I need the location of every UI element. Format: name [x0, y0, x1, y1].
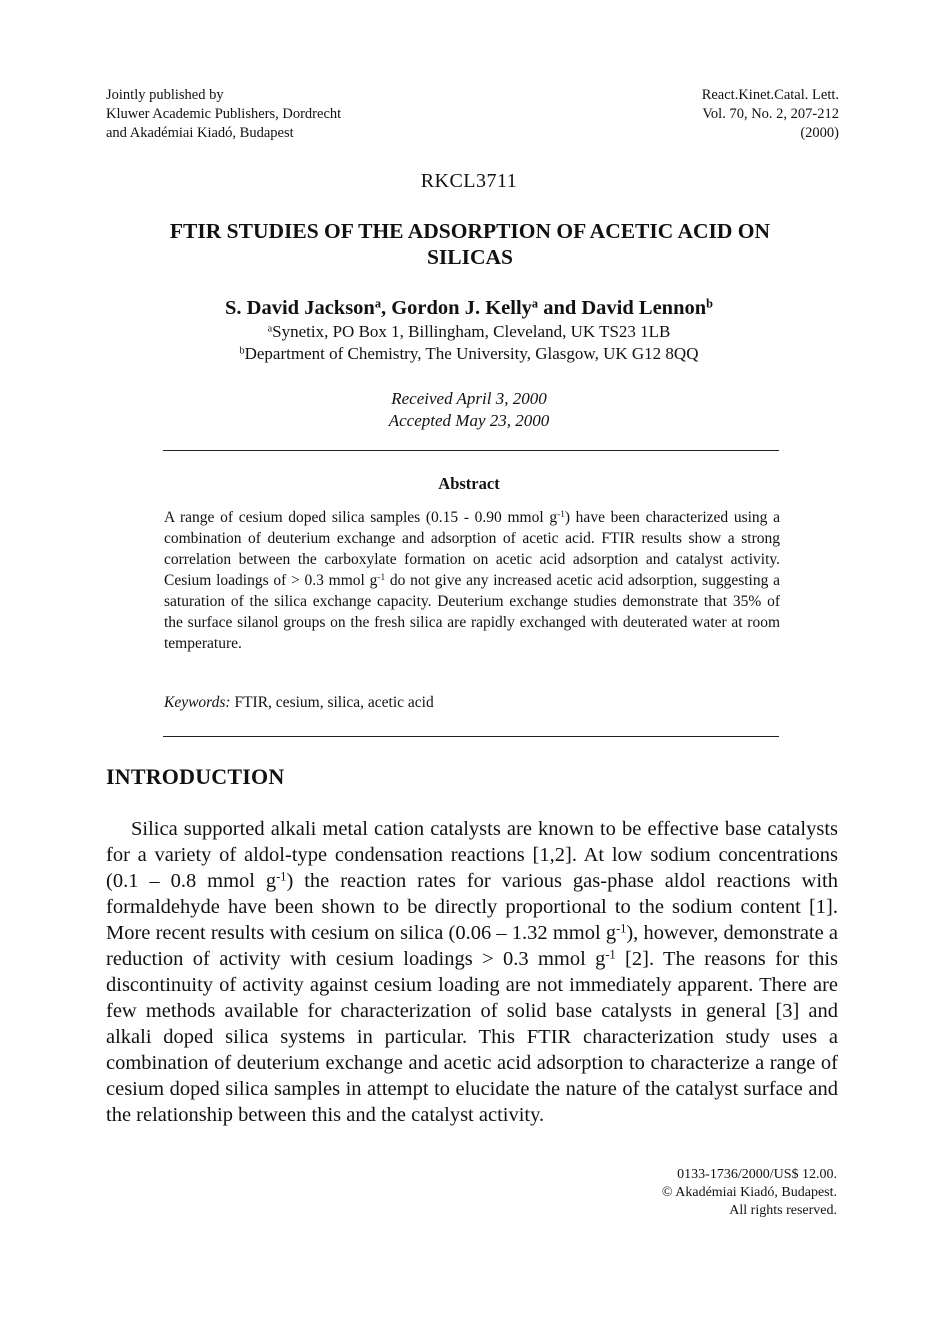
publisher-line: Jointly published by [106, 87, 224, 103]
accepted-date: Accepted May 23, 2000 [388, 411, 550, 430]
journal-volume: Vol. 70, No. 2, 207-212 [702, 106, 839, 122]
journal-year: (2000) [800, 125, 839, 141]
abstract-text [164, 507, 780, 654]
publisher-line: and Akadémiai Kiadó, Budapest [106, 125, 294, 141]
author-list [0, 297, 938, 320]
intro-text-part: ) the reaction rates for various gas-phase aldol reactions with formaldehyde have been shown to be directly proportional to the sodium content [1]. More recent results with cesium on silica (0.06 – 1.32 mmol g [106, 870, 838, 944]
author-separator: , [380, 297, 392, 319]
abstract-heading: Abstract [438, 474, 500, 493]
article-dates [0, 388, 938, 432]
abstract-text-part: ) have been characterized using a combination of deuterium exchange and adsorption of acetic acid. FTIR results show a strong correlation between the carboxylate formation on acetic acid adsorption and catalyst activity. Cesium loadings of > 0.3 mmol g [164, 509, 780, 589]
introduction-paragraph [106, 816, 838, 1128]
intro-text-part: ), however, demonstrate a reduction of activity with cesium loadings > 0.3 mmol g [106, 922, 839, 970]
abstract-text-part: A range of cesium doped silica samples (0.15 - 0.90 mmol g [164, 509, 558, 526]
abstract-text-part: do not give any increased acetic acid adsorption, suggesting a saturation of the silica exchange capacity. Deuterium exchange studies demonstrate that 35% of the surface silanol groups on the fresh silica are rapidly exchanged with deuterated water at room temperature. [164, 572, 780, 652]
keywords [164, 694, 434, 712]
keywords-text: FTIR, cesium, silica, acetic acid [230, 694, 434, 711]
received-date: Received April 3, 2000 [391, 389, 547, 408]
author-name: Gordon J. Kelly [391, 297, 532, 319]
journal-citation [702, 86, 839, 143]
journal-name: React.Kinet.Catal. Lett. [701, 87, 839, 103]
abstract-superscript: -1 [377, 572, 386, 583]
publisher-line: Kluwer Academic Publishers, Dordrecht [106, 106, 342, 122]
intro-superscript: -1 [276, 869, 287, 884]
author-name: S. David Jackson [225, 297, 375, 319]
author-affil-mark: a [531, 296, 539, 311]
author-affil-mark: a [374, 296, 381, 311]
author-affil-mark: b [706, 296, 713, 311]
copyright-footer [662, 1166, 837, 1220]
section-heading-introduction: INTRODUCTION [106, 764, 285, 789]
keywords-label: Keywords: [164, 694, 231, 711]
publisher-info [106, 86, 341, 143]
author-separator: and [538, 297, 582, 319]
article-code: RKCL3711 [420, 170, 518, 192]
affiliation-text: Department of Chemistry, The University, Glasgow, UK G12 8QQ [244, 344, 699, 363]
affiliation [0, 322, 938, 342]
abstract-bottom-rule [163, 736, 779, 737]
intro-superscript: -1 [616, 921, 627, 936]
affiliation-mark: a [267, 323, 273, 335]
intro-text-part: [2]. The reasons for this discontinuity of activity against cesium loading are not immediately apparent. There are few methods available for characterization of solid base catalysts in general [3] and alkali doped silica systems in particular. This FTIR characterization study uses a combination of deuterium exchange and acetic acid adsorption to characterize a range of cesium doped silica samples in attempt to elucidate the nature of the catalyst surface and the relationship between this and the catalyst activity. [106, 948, 838, 1126]
paper-title: FTIR STUDIES OF THE ADSORPTION OF ACETIC ACID ON SILICAS [169, 219, 771, 269]
abstract-superscript: -1 [557, 509, 565, 520]
affiliation [0, 344, 938, 364]
abstract-top-rule [163, 450, 779, 451]
rights-line: All rights reserved. [729, 1203, 837, 1218]
author-name: David Lennon [581, 297, 707, 319]
affiliation-mark: b [239, 345, 245, 357]
issn-price: 0133-1736/2000/US$ 12.00. [677, 1167, 837, 1182]
intro-text-part: Silica supported alkali metal cation catalysts are known to be effective base catalysts for a variety of aldol-type condensation reactions [1,2]. At low sodium concentrations (0.1 – 0.8 mmol g [106, 818, 838, 892]
intro-superscript: -1 [605, 947, 616, 962]
copyright-line: © Akadémiai Kiadó, Budapest. [661, 1185, 837, 1200]
affiliation-text: Synetix, PO Box 1, Billingham, Cleveland, UK TS23 1LB [272, 322, 671, 341]
